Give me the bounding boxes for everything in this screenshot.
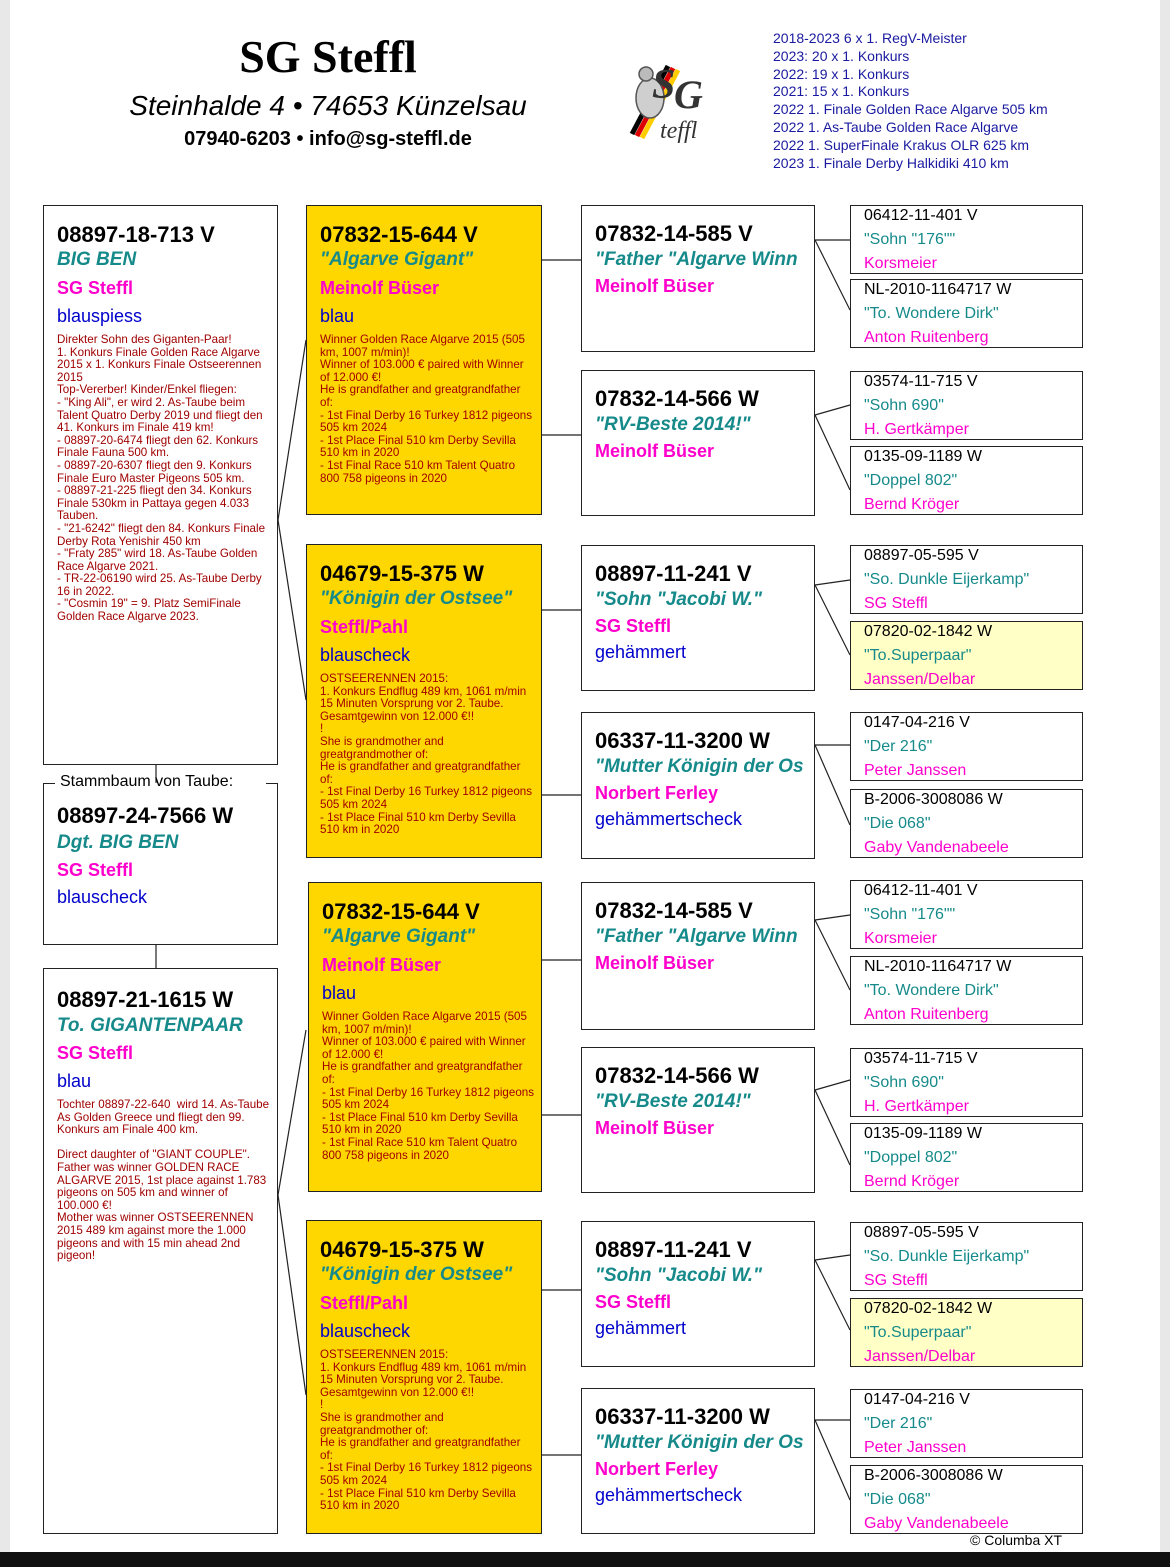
gen4-card: [850, 1048, 1083, 1117]
gen3-name: "Mutter Königin der Os: [595, 1432, 804, 1453]
svg-text:S: S: [652, 62, 676, 108]
gen3-card: [581, 1388, 815, 1534]
gen4-name: "Der 216": [864, 738, 933, 755]
loft-title: SG Steffl: [239, 31, 417, 82]
gen2-ring: 07832-15-644 V: [322, 899, 480, 924]
svg-text:G: G: [674, 72, 703, 117]
pedigree-page: [10, 0, 1160, 1552]
gen2-card: [308, 882, 542, 1192]
gen4-ring: 0135-09-1189 W: [864, 448, 982, 465]
gen2-card: [306, 544, 542, 858]
achievement-item: 2022: 19 x 1. Konkurs: [773, 65, 910, 82]
gen4-ring: 03574-11-715 V: [864, 1050, 978, 1067]
gen4-card: [850, 880, 1083, 949]
copyright-footer: © Columba XT: [970, 1532, 1063, 1548]
gen4-breeder: Gaby Vandenabeele: [864, 1515, 1009, 1532]
gen3-ring: 07832-14-566 W: [595, 1063, 759, 1088]
gen3-card: [581, 370, 815, 516]
gen2-card: [306, 1220, 542, 1534]
dam-breeder: SG Steffl: [57, 1043, 134, 1063]
gen3-card: [581, 545, 815, 691]
gen2-notes: OSTSEERENNEN 2015: 1. Konkurs Endflug 489 km, 1061 m/min 15 Minuten Vorsprung vor 2. Taube. Gesamtgewinn von 12.000 €!! ! She is grandmother and greatgrandmother of: He is grandfather and greatgrandfather of: - 1st Final Derby 16 Turkey 1812 pigeons 505 km 2024 - 1st Place Final 510 km Derby Sevilla 510 km in 2020: [320, 1348, 533, 1513]
gen3-ring: 08897-11-241 V: [595, 1237, 752, 1262]
gen4-breeder: Janssen/Delbar: [864, 1348, 976, 1365]
gen3-card: [581, 712, 815, 859]
gen4-card: [850, 1123, 1083, 1192]
svg-text:teffl: teffl: [660, 118, 698, 144]
gen2-notes: OSTSEERENNEN 2015: 1. Konkurs Endflug 489 km, 1061 m/min 15 Minuten Vorsprung vor 2. Taube. Gesamtgewinn von 12.000 €!! ! She is grandmother and greatgrandmother of: He is grandfather and greatgrandfather of: - 1st Final Derby 16 Turkey 1812 pigeons 505 km 2024 - 1st Place Final 510 km Derby Sevilla 510 km in 2020: [320, 672, 533, 837]
gen4-breeder: H. Gertkämper: [864, 421, 969, 438]
gen4-breeder: Korsmeier: [864, 255, 937, 272]
gen3-name: "Father "Algarve Winn: [595, 249, 798, 270]
gen4-ring: 08897-05-595 V: [864, 547, 979, 564]
gen4-name: "Sohn 690": [864, 397, 944, 414]
gen4-name: "Die 068": [864, 815, 931, 832]
gen4-card: [850, 205, 1083, 274]
gen2-name: "Königin der Ostsee": [320, 1264, 513, 1285]
gen3-color: gehämmertscheck: [595, 1485, 743, 1505]
gen3-breeder: Meinolf Büser: [595, 1118, 715, 1138]
dam-name: To. GIGANTENPAAR: [57, 1015, 243, 1036]
gen3-breeder: Norbert Ferley: [595, 783, 719, 803]
gen3-card: [581, 1221, 815, 1367]
gen2-breeder: Meinolf Büser: [322, 955, 442, 975]
gen4-breeder: Bernd Kröger: [864, 496, 960, 513]
gen2-color: blauscheck: [320, 645, 411, 665]
gen4-name: "To. Wondere Dirk": [864, 982, 999, 999]
achievement-item: 2022 1. As-Taube Golden Race Algarve: [773, 118, 1019, 135]
gen4-name: "So. Dunkle Eijerkamp": [864, 571, 1030, 588]
gen4-name: "Sohn 690": [864, 1074, 944, 1091]
gen2-breeder: Steffl/Pahl: [320, 1293, 409, 1313]
gen4-breeder: SG Steffl: [864, 1272, 928, 1289]
gen4-breeder: Korsmeier: [864, 930, 937, 947]
gen4-breeder: Gaby Vandenabeele: [864, 839, 1009, 856]
gen3-card: [581, 1047, 815, 1193]
gen4-name: "To. Wondere Dirk": [864, 305, 999, 322]
gen4-name: "Sohn "176"": [864, 906, 956, 923]
gen4-ring: NL-2010-1164717 W: [864, 281, 1012, 298]
achievement-item: 2018-2023 6 x 1. RegV-Meister: [773, 30, 967, 46]
bottom-bar: [0, 1552, 1170, 1567]
gen3-name: "Sohn "Jacobi W.": [595, 1265, 763, 1286]
gen4-card: [850, 789, 1083, 858]
gen4-breeder: SG Steffl: [864, 595, 928, 612]
gen3-color: gehämmert: [595, 1318, 687, 1338]
gen4-breeder: Anton Ruitenberg: [864, 329, 989, 346]
gen4-ring: 07820-02-1842 W: [864, 623, 993, 640]
gen4-name: "Sohn "176"": [864, 231, 956, 248]
dam-ring: 08897-21-1615 W: [57, 987, 234, 1012]
sire-ring: 08897-18-713 V: [57, 222, 215, 247]
gen4-card: [850, 1465, 1083, 1534]
gen3-card: [581, 882, 815, 1030]
gen4-breeder: Peter Janssen: [864, 1439, 967, 1456]
gen3-ring: 06337-11-3200 W: [595, 728, 770, 753]
gen4-breeder: Peter Janssen: [864, 762, 967, 779]
gen4-name: "Doppel 802": [864, 1149, 958, 1166]
gen4-card: [850, 1298, 1083, 1367]
gen4-breeder: Bernd Kröger: [864, 1173, 960, 1190]
gen4-card: [850, 279, 1083, 348]
gen2-ring: 04679-15-375 W: [320, 1237, 484, 1262]
gen4-ring: NL-2010-1164717 W: [864, 958, 1012, 975]
gen3-color: gehämmert: [595, 642, 687, 662]
gen3-name: "Father "Algarve Winn: [595, 926, 798, 947]
loft-address: Steinhalde 4 • 74653 Künzelsau: [129, 90, 527, 121]
gen2-card: [306, 205, 542, 515]
gen4-ring: B-2006-3008086 W: [864, 791, 1003, 808]
gen3-breeder: Meinolf Büser: [595, 953, 715, 973]
gen4-name: "To.Superpaar": [864, 1324, 972, 1341]
subject-name: Dgt. BIG BEN: [57, 832, 179, 853]
gen4-breeder: Janssen/Delbar: [864, 671, 976, 688]
gen2-name: "Algarve Gigant": [320, 249, 474, 270]
gen4-name: "Die 068": [864, 1491, 931, 1508]
gen3-ring: 07832-14-585 V: [595, 221, 753, 246]
gen2-color: blau: [320, 306, 355, 326]
sire-color: blauspiess: [57, 306, 143, 326]
gen3-breeder: SG Steffl: [595, 1292, 672, 1312]
subject-ring: 08897-24-7566 W: [57, 803, 234, 828]
loft-contact: 07940-6203 • info@sg-steffl.de: [184, 128, 472, 150]
gen4-name: "So. Dunkle Eijerkamp": [864, 1248, 1030, 1265]
gen4-name: "Doppel 802": [864, 472, 958, 489]
gen2-notes: Winner Golden Race Algarve 2015 (505 km, 1007 m/min)! Winner of 103.000 € paired with Winner of 12.000 €! He is grandfather and greatgrandfather of: - 1st Final Derby 16 Turkey 1812 pigeons 505 km 2024 - 1st Place Final 510 km Derby Sevilla 510 km in 2020 - 1st Final Race 510 km Talent Quatro 800 758 pigeons in 2020: [320, 333, 533, 485]
gen2-breeder: Meinolf Büser: [320, 278, 440, 298]
gen4-ring: 0135-09-1189 W: [864, 1125, 982, 1142]
gen3-ring: 07832-14-585 V: [595, 898, 753, 923]
gen4-breeder: Anton Ruitenberg: [864, 1006, 989, 1023]
gen3-ring: 06337-11-3200 W: [595, 1404, 770, 1429]
gen3-ring: 07832-14-566 W: [595, 386, 759, 411]
gen3-name: "Sohn "Jacobi W.": [595, 589, 763, 610]
gen2-color: blau: [322, 983, 357, 1003]
gen4-ring: 08897-05-595 V: [864, 1224, 979, 1241]
gen3-color: gehämmertscheck: [595, 809, 743, 829]
achievement-item: 2022 1. SuperFinale Krakus OLR 625 km: [773, 136, 1030, 153]
subject-frame-left: [43, 783, 55, 784]
gen3-ring: 08897-11-241 V: [595, 561, 752, 586]
gen3-name: "Mutter Königin der Os: [595, 756, 804, 777]
gen4-card: [850, 545, 1083, 614]
dam-color: blau: [57, 1071, 92, 1091]
achievement-item: 2023: 20 x 1. Konkurs: [773, 47, 910, 64]
gen4-card: [850, 621, 1083, 690]
subject-frame-right: [266, 783, 278, 784]
gen4-ring: 03574-11-715 V: [864, 373, 978, 390]
achievement-item: 2022 1. Finale Golden Race Algarve 505 km: [773, 101, 1048, 118]
subject-color: blauscheck: [57, 887, 148, 907]
gen4-breeder: H. Gertkämper: [864, 1098, 969, 1115]
gen2-name: "Königin der Ostsee": [320, 588, 513, 609]
subject-caption: Stammbaum von Taube:: [60, 773, 234, 790]
gen2-name: "Algarve Gigant": [322, 926, 476, 947]
sire-breeder: SG Steffl: [57, 278, 134, 298]
gen4-card: [850, 371, 1083, 440]
gen4-card: [850, 1389, 1083, 1458]
gen3-breeder: Meinolf Büser: [595, 441, 715, 461]
dam-card: [43, 968, 278, 1534]
dam-notes: Tochter 08897-22-640 wird 14. As-Taube As Golden Greece und fliegt den 99. Konkurs am Finale 400 km. Direct daughter of "GIANT COUPLE". Father was winner GOLDEN RACE ALGARVE 2015, 1st place against 1.783 pigeons on 505 km and winner of 100.000 €! Mother was winner OSTSEERENNEN 2015 489 km against more the 1.000 pigeons and with 15 min ahead 2nd pigeon!: [57, 1098, 270, 1263]
achievement-item: 2021: 15 x 1. Konkurs: [773, 83, 910, 100]
sire-card: [43, 205, 278, 765]
gen4-ring: 07820-02-1842 W: [864, 1300, 993, 1317]
gen3-breeder: SG Steffl: [595, 616, 672, 636]
sire-name: BIG BEN: [57, 249, 137, 270]
gen4-card: [850, 1222, 1083, 1291]
gen4-ring: 0147-04-216 V: [864, 1391, 970, 1408]
gen4-card: [850, 446, 1083, 515]
gen4-ring: 06412-11-401 V: [864, 882, 978, 899]
gen4-ring: 06412-11-401 V: [864, 207, 978, 224]
gen4-card: [850, 712, 1083, 781]
gen3-name: "RV-Beste 2014!": [595, 414, 751, 435]
gen4-ring: 0147-04-216 V: [864, 714, 970, 731]
gen4-name: "To.Superpaar": [864, 647, 972, 664]
subject-breeder: SG Steffl: [57, 860, 134, 880]
gen2-ring: 04679-15-375 W: [320, 561, 484, 586]
sire-notes: Direkter Sohn des Giganten-Paar! 1. Konkurs Finale Golden Race Algarve 2015 x 1. Konkurs Finale Ostseerennen 2015 Top-Vererber! Kinder/Enkel fliegen: - "King Ali", er wird 2. As-Taube beim Talent Quatro Derby 2019 und fliegt den 41. Konkurs im Finale 419 km! - 08897-20-6474 fliegt den 62. Konkurs Finale Fauna 500 km. - 08897-20-6307 fliegt den 9. Konkurs Finale Euro Master Pigeons 505 km. - 08897-21-225 fliegt den 34. Konkurs Finale 530km in Pattaya gegen 4.033 Tauben. - "21-6242" fliegt den 84. Konkurs Finale Derby Rota Yenishir 450 km - "Fraty 285" wird 18. As-Taube Golden Race Algarve 2021. - TR-22-06190 wird 25. As-Taube Derby 16 in 2022. - "Cosmin 19" = 9. Platz SemiFinale Golden Race Algarve 2023.: [57, 333, 266, 624]
gen2-notes: Winner Golden Race Algarve 2015 (505 km, 1007 m/min)! Winner of 103.000 € paired with Winner of 12.000 €! He is grandfather and greatgrandfather of: - 1st Final Derby 16 Turkey 1812 pigeons 505 km 2024 - 1st Place Final 510 km Derby Sevilla 510 km in 2020 - 1st Final Race 510 km Talent Quatro 800 758 pigeons in 2020: [322, 1010, 535, 1162]
gen3-breeder: Norbert Ferley: [595, 1459, 719, 1479]
gen2-ring: 07832-15-644 V: [320, 222, 478, 247]
gen4-card: [850, 956, 1083, 1025]
subject-card: [43, 773, 278, 945]
gen4-ring: B-2006-3008086 W: [864, 1467, 1003, 1484]
gen4-name: "Der 216": [864, 1415, 933, 1432]
gen2-color: blauscheck: [320, 1321, 411, 1341]
gen3-card: [581, 205, 815, 352]
gen2-breeder: Steffl/Pahl: [320, 617, 409, 637]
gen3-breeder: Meinolf Büser: [595, 276, 715, 296]
gen3-name: "RV-Beste 2014!": [595, 1091, 751, 1112]
achievement-item: 2023 1. Finale Derby Halkidiki 410 km: [773, 154, 1009, 171]
